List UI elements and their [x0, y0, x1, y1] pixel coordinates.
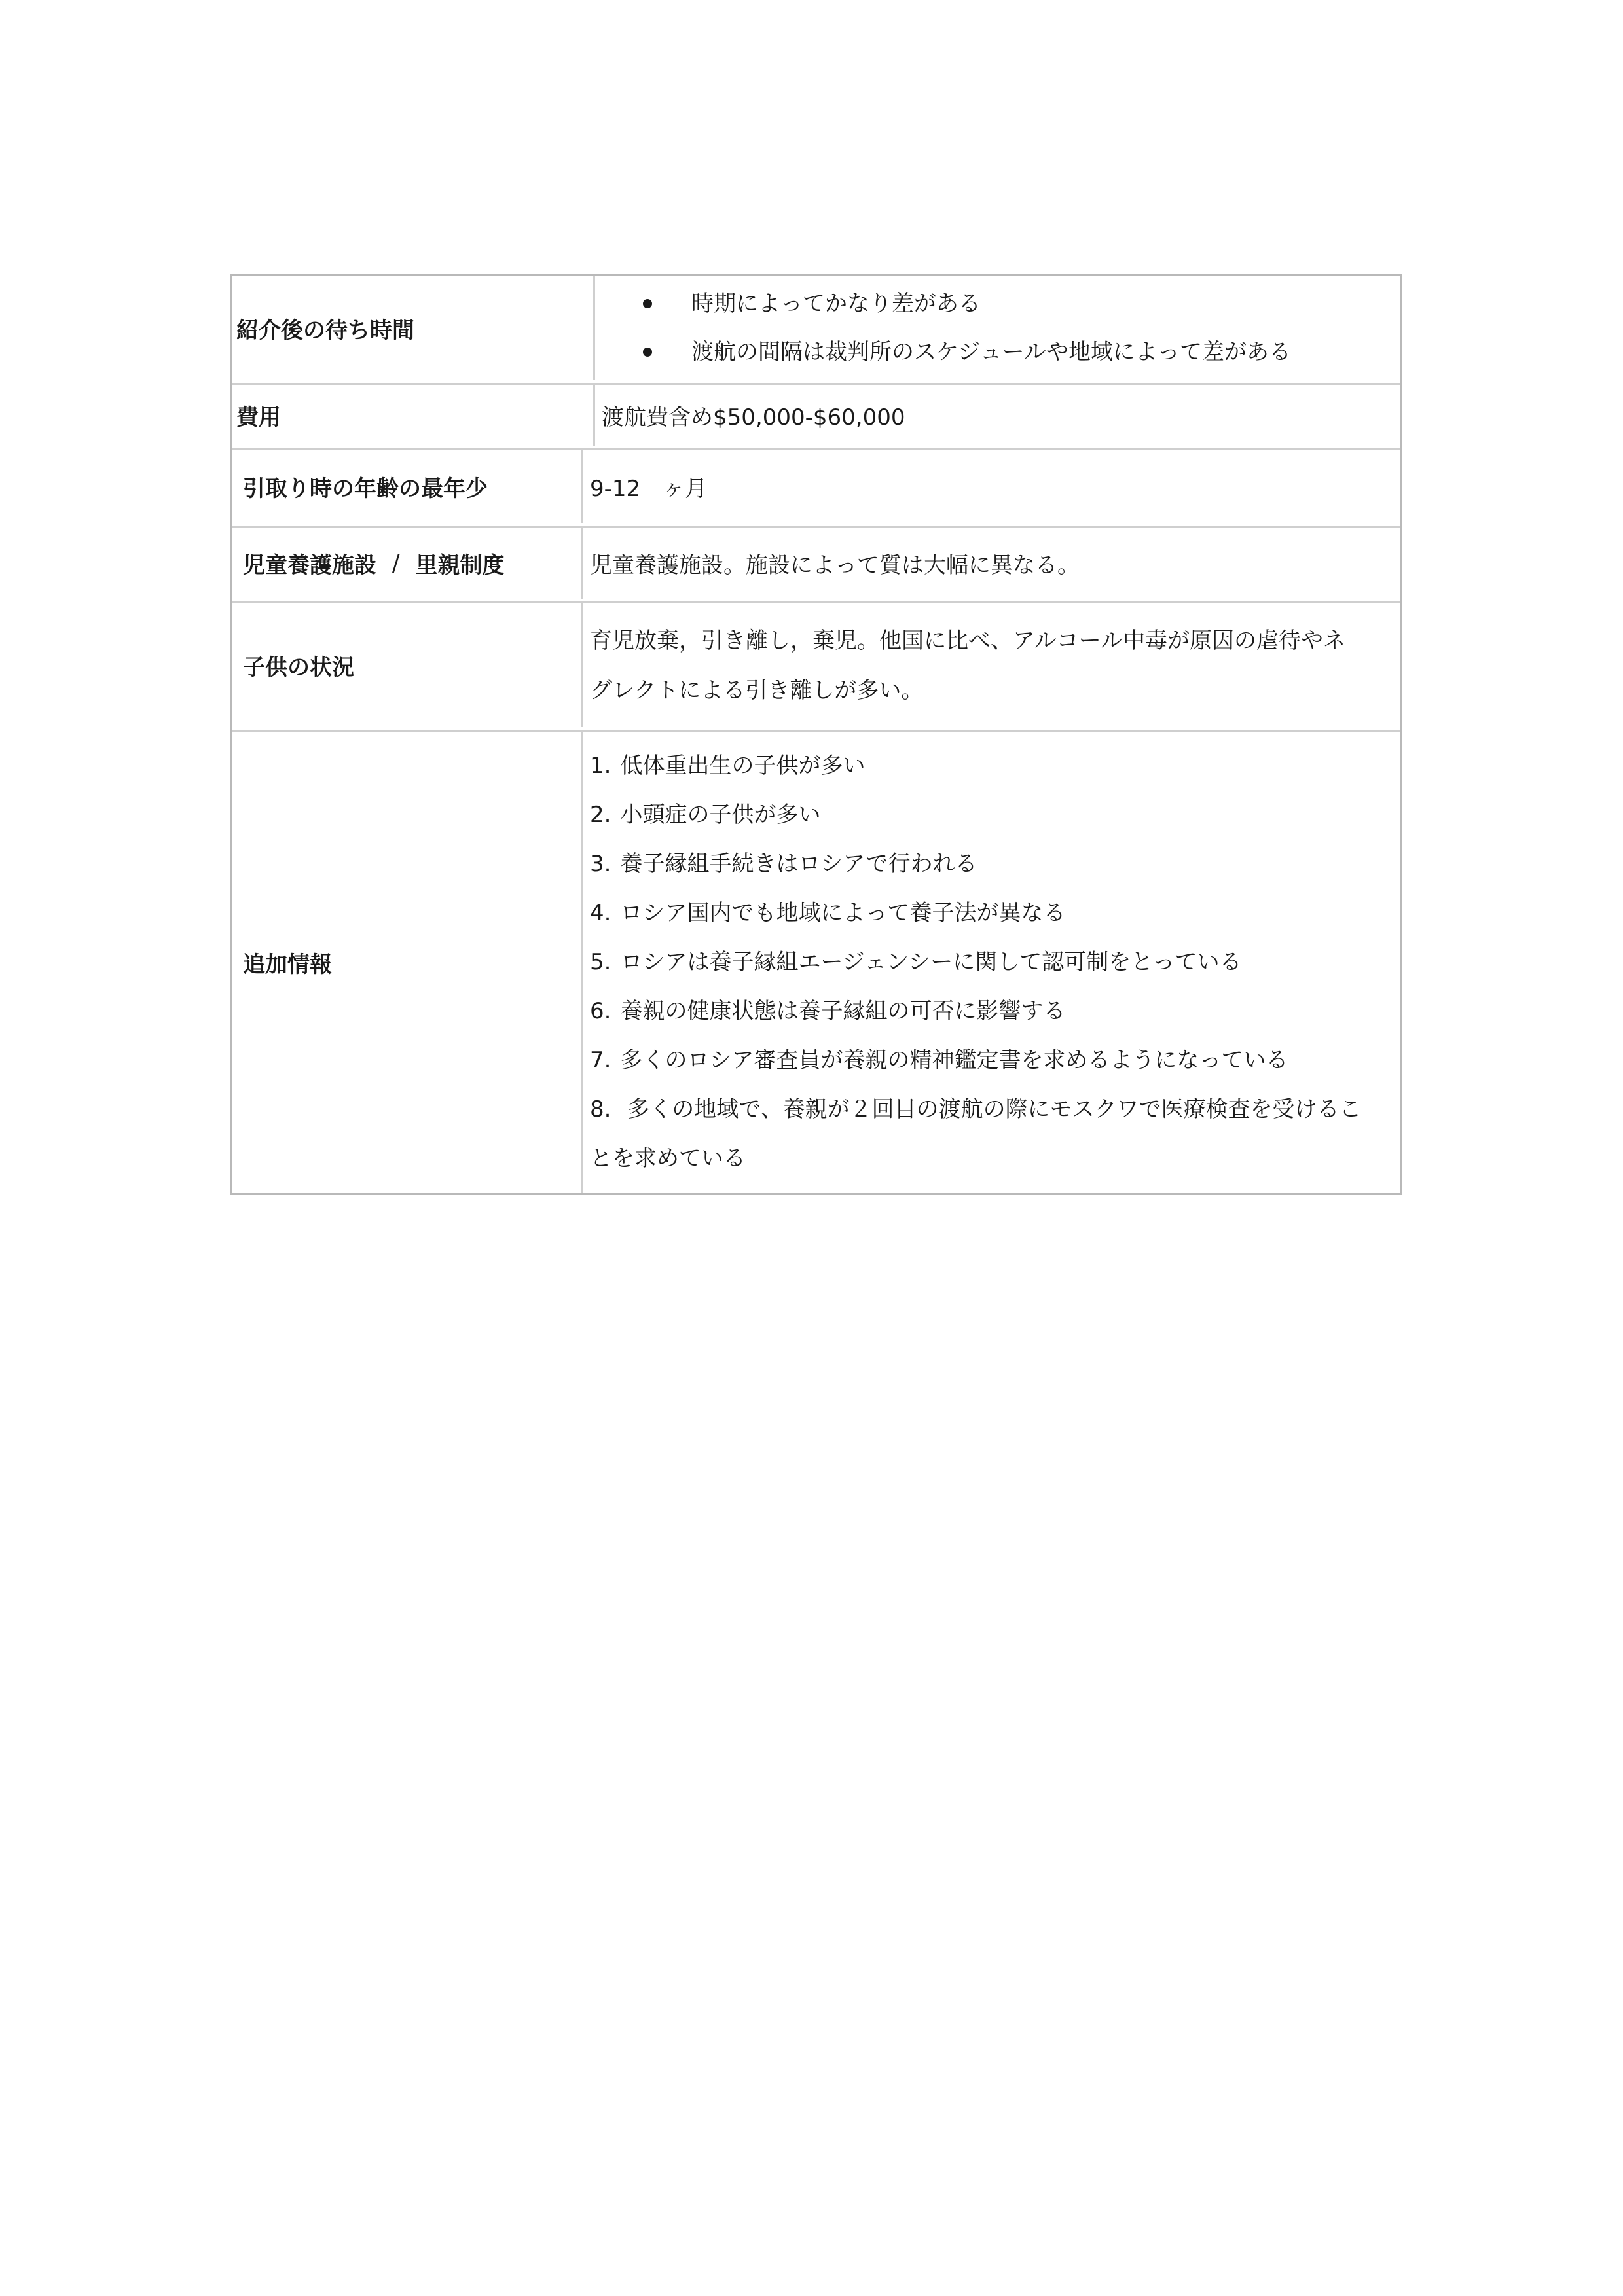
item-text: 低体重出生の子供が多い — [620, 753, 866, 779]
row-value-child-situation — [583, 603, 1400, 727]
item-text: 多くのロシア審査員が養親の精神鑑定書を求めるようになっている — [620, 1047, 1288, 1073]
row-label-cost: 費用 — [232, 385, 595, 446]
list-item — [590, 938, 1394, 987]
row-label-additional-info: 追加情報 — [232, 732, 583, 1193]
situation-line: グレクトによる引き離しが多い。 — [590, 677, 924, 704]
row-label-child-situation: 子供の状況 — [232, 603, 583, 727]
item-number: 7. — [590, 1047, 611, 1073]
item-number: 2. — [590, 802, 611, 828]
item-number: 4. — [590, 900, 611, 926]
item-text: 養親の健康状態は養子縁組の可否に影響する — [620, 998, 1066, 1024]
item-number: 1. — [590, 753, 611, 779]
table-row — [232, 276, 1400, 380]
table-row — [232, 383, 1400, 446]
row-label-min-age: 引取り時の年齢の最年少 — [232, 450, 583, 523]
list-item — [590, 889, 1394, 938]
item-number: 5. — [590, 949, 611, 975]
item-text: 小頭症の子供が多い — [620, 802, 821, 828]
row-value-min-age — [583, 450, 1400, 523]
list-item-continuation: とを求めている — [590, 1145, 746, 1172]
table-row — [232, 448, 1400, 523]
bullet-item — [680, 333, 1394, 371]
bullet-text: 渡航の間隔は裁判所のスケジュールや地域によって差がある — [691, 339, 1291, 365]
table-row — [232, 526, 1400, 599]
label-separator: / — [392, 550, 400, 577]
label-part: 児童養護施設 — [243, 552, 376, 579]
list-item — [590, 742, 1394, 791]
row-value-additional-info — [583, 732, 1400, 1193]
row-value-cost — [595, 385, 1400, 446]
item-number: 8. — [590, 1096, 611, 1122]
min-age-text: 9-12 ヶ月 — [590, 476, 708, 502]
row-value-care-system — [583, 528, 1400, 599]
bullet-icon — [643, 299, 652, 308]
bullet-icon — [643, 348, 652, 357]
care-system-text: 児童養護施設。施設によって質は大幅に異なる。 — [590, 552, 1080, 579]
table-row — [232, 601, 1400, 727]
list-item — [590, 1036, 1394, 1085]
bullet-text: 時期によってかなり差がある — [691, 291, 981, 317]
item-number: 3. — [590, 851, 611, 877]
info-table — [230, 274, 1402, 1195]
item-text: 多くの地域で、養親が２回目の渡航の際にモスクワで医療検査を受けるこ — [620, 1096, 1362, 1122]
item-text: ロシア国内でも地域によって養子法が異なる — [620, 900, 1066, 926]
list-item — [590, 840, 1394, 889]
list-item — [590, 987, 1394, 1036]
row-label-waiting-time: 紹介後の待ち時間 — [232, 276, 595, 380]
situation-line: 育児放棄，引き離し，棄児。他国に比べ、アルコール中毒が原因の虐待やネ — [590, 627, 1345, 654]
row-value-waiting-time — [595, 276, 1400, 380]
item-text: 養子縁組手続きはロシアで行われる — [620, 851, 977, 877]
item-number: 6. — [590, 998, 611, 1024]
row-label-care-system — [232, 528, 583, 599]
list-item — [590, 1085, 1394, 1134]
cost-text: 渡航費含め$50,000-$60,000 — [602, 404, 905, 431]
table-row — [232, 730, 1400, 1193]
label-part: 里親制度 — [415, 552, 505, 579]
bullet-item — [680, 285, 1394, 323]
item-text: ロシアは養子縁組エージェンシーに関して認可制をとっている — [620, 949, 1242, 975]
list-item — [590, 791, 1394, 840]
